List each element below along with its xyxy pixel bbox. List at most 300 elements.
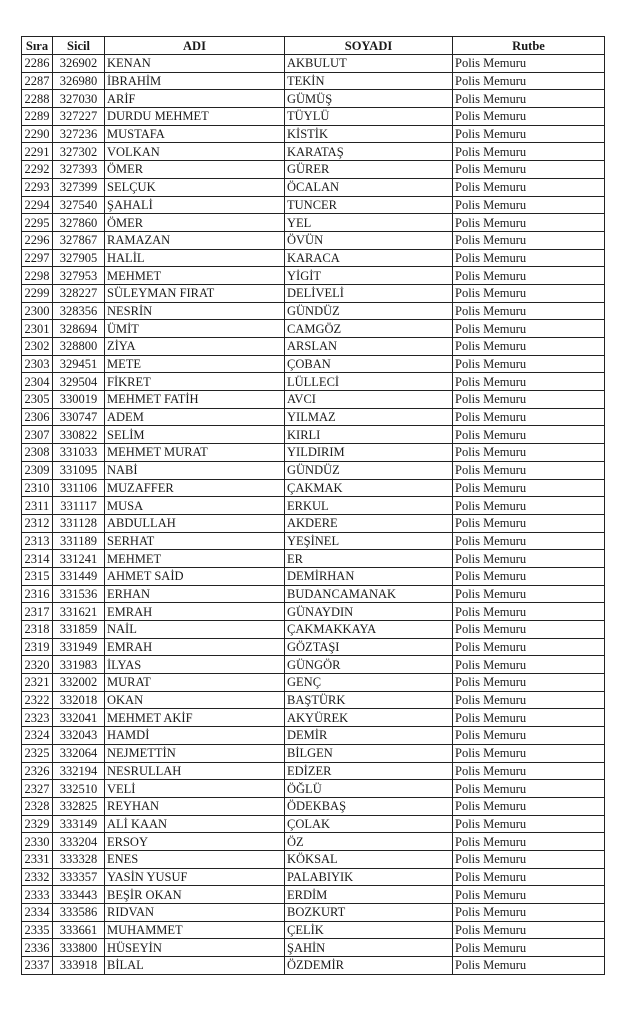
cell-rutbe: Polis Memuru: [453, 178, 605, 196]
cell-adi: ZİYA: [105, 338, 285, 356]
cell-rutbe: Polis Memuru: [453, 868, 605, 886]
cell-adi: ÖMER: [105, 161, 285, 179]
cell-sira: 2311: [22, 497, 53, 515]
cell-sicil: 327030: [53, 90, 105, 108]
cell-sira: 2297: [22, 249, 53, 267]
cell-rutbe: Polis Memuru: [453, 744, 605, 762]
cell-sira: 2309: [22, 461, 53, 479]
cell-soyadi: GÜNAYDIN: [285, 603, 453, 621]
table-row: [22, 621, 605, 639]
table-row: [22, 408, 605, 426]
cell-adi: HAMDİ: [105, 727, 285, 745]
cell-adi: MEHMET AKİF: [105, 709, 285, 727]
cell-sicil: 333204: [53, 833, 105, 851]
cell-rutbe: Polis Memuru: [453, 939, 605, 957]
table-row: [22, 550, 605, 568]
cell-sicil: 333443: [53, 886, 105, 904]
cell-sira: 2323: [22, 709, 53, 727]
table-row: [22, 320, 605, 338]
cell-soyadi: AVCI: [285, 391, 453, 409]
cell-adi: ÜMİT: [105, 320, 285, 338]
cell-adi: METE: [105, 355, 285, 373]
table-row: [22, 921, 605, 939]
cell-rutbe: Polis Memuru: [453, 408, 605, 426]
cell-sicil: 332510: [53, 780, 105, 798]
table-row: [22, 497, 605, 515]
table-row: [22, 461, 605, 479]
cell-rutbe: Polis Memuru: [453, 603, 605, 621]
cell-sira: 2328: [22, 797, 53, 815]
cell-sira: 2287: [22, 72, 53, 90]
cell-sicil: 328227: [53, 284, 105, 302]
cell-sicil: 328800: [53, 338, 105, 356]
table-row: [22, 603, 605, 621]
cell-sicil: 331106: [53, 479, 105, 497]
cell-rutbe: Polis Memuru: [453, 90, 605, 108]
cell-sira: 2290: [22, 125, 53, 143]
cell-soyadi: YEŞİNEL: [285, 532, 453, 550]
cell-sicil: 327953: [53, 267, 105, 285]
cell-adi: MURAT: [105, 674, 285, 692]
cell-rutbe: Polis Memuru: [453, 815, 605, 833]
cell-adi: MEHMET MURAT: [105, 444, 285, 462]
cell-sira: 2334: [22, 904, 53, 922]
header-row: [22, 37, 605, 55]
cell-sira: 2337: [22, 957, 53, 975]
table-row: [22, 815, 605, 833]
table-row: [22, 444, 605, 462]
cell-rutbe: Polis Memuru: [453, 656, 605, 674]
table-row: [22, 797, 605, 815]
cell-sira: 2307: [22, 426, 53, 444]
cell-adi: BEŞİR OKAN: [105, 886, 285, 904]
cell-adi: DURDU MEHMET: [105, 108, 285, 126]
cell-adi: BİLAL: [105, 957, 285, 975]
cell-soyadi: KÖKSAL: [285, 850, 453, 868]
cell-soyadi: KARACA: [285, 249, 453, 267]
table-row: [22, 674, 605, 692]
cell-sira: 2320: [22, 656, 53, 674]
table-row: [22, 196, 605, 214]
cell-soyadi: YILDIRIM: [285, 444, 453, 462]
header-rutbe: Rutbe: [453, 37, 605, 55]
cell-rutbe: Polis Memuru: [453, 302, 605, 320]
cell-soyadi: ER: [285, 550, 453, 568]
cell-rutbe: Polis Memuru: [453, 108, 605, 126]
table-row: [22, 355, 605, 373]
cell-sira: 2302: [22, 338, 53, 356]
cell-sicil: 333328: [53, 850, 105, 868]
cell-soyadi: KARATAŞ: [285, 143, 453, 161]
cell-adi: MUSA: [105, 497, 285, 515]
table-row: [22, 585, 605, 603]
cell-sicil: 330822: [53, 426, 105, 444]
cell-sira: 2319: [22, 638, 53, 656]
header-soyadi: SOYADI: [285, 37, 453, 55]
cell-sira: 2299: [22, 284, 53, 302]
cell-rutbe: Polis Memuru: [453, 214, 605, 232]
cell-sira: 2313: [22, 532, 53, 550]
table-row: [22, 762, 605, 780]
cell-sira: 2330: [22, 833, 53, 851]
cell-adi: SELÇUK: [105, 178, 285, 196]
cell-adi: NESRULLAH: [105, 762, 285, 780]
cell-sicil: 331949: [53, 638, 105, 656]
table-row: [22, 55, 605, 73]
table-row: [22, 567, 605, 585]
table-row: [22, 638, 605, 656]
cell-soyadi: AKYÜREK: [285, 709, 453, 727]
cell-adi: ABDULLAH: [105, 514, 285, 532]
cell-sira: 2295: [22, 214, 53, 232]
cell-sira: 2298: [22, 267, 53, 285]
cell-rutbe: Polis Memuru: [453, 143, 605, 161]
table-row: [22, 143, 605, 161]
cell-soyadi: EDİZER: [285, 762, 453, 780]
cell-soyadi: GÜMÜŞ: [285, 90, 453, 108]
cell-sicil: 331033: [53, 444, 105, 462]
table-row: [22, 709, 605, 727]
cell-soyadi: DELİVELİ: [285, 284, 453, 302]
cell-rutbe: Polis Memuru: [453, 567, 605, 585]
cell-sira: 2314: [22, 550, 53, 568]
cell-adi: AHMET SAİD: [105, 567, 285, 585]
cell-adi: HALİL: [105, 249, 285, 267]
cell-soyadi: GÜRER: [285, 161, 453, 179]
cell-adi: HÜSEYİN: [105, 939, 285, 957]
cell-sira: 2293: [22, 178, 53, 196]
cell-sicil: 333586: [53, 904, 105, 922]
cell-sira: 2327: [22, 780, 53, 798]
cell-adi: MUSTAFA: [105, 125, 285, 143]
document-page: [21, 36, 604, 975]
table-row: [22, 744, 605, 762]
cell-soyadi: BİLGEN: [285, 744, 453, 762]
cell-soyadi: CAMGÖZ: [285, 320, 453, 338]
table-row: [22, 939, 605, 957]
cell-sicil: 327236: [53, 125, 105, 143]
table-row: [22, 231, 605, 249]
cell-soyadi: GÜNGÖR: [285, 656, 453, 674]
cell-sicil: 326902: [53, 55, 105, 73]
table-row: [22, 284, 605, 302]
cell-sicil: 333357: [53, 868, 105, 886]
cell-sicil: 329451: [53, 355, 105, 373]
cell-soyadi: ÇELİK: [285, 921, 453, 939]
cell-soyadi: DEMİR: [285, 727, 453, 745]
cell-soyadi: LÜLLECİ: [285, 373, 453, 391]
cell-sira: 2300: [22, 302, 53, 320]
cell-rutbe: Polis Memuru: [453, 691, 605, 709]
cell-rutbe: Polis Memuru: [453, 55, 605, 73]
table-row: [22, 161, 605, 179]
cell-sira: 2318: [22, 621, 53, 639]
cell-rutbe: Polis Memuru: [453, 391, 605, 409]
cell-sicil: 331449: [53, 567, 105, 585]
cell-adi: MEHMET FATİH: [105, 391, 285, 409]
cell-rutbe: Polis Memuru: [453, 727, 605, 745]
cell-soyadi: YILMAZ: [285, 408, 453, 426]
cell-rutbe: Polis Memuru: [453, 850, 605, 868]
table-row: [22, 426, 605, 444]
cell-sira: 2294: [22, 196, 53, 214]
cell-soyadi: ÇOBAN: [285, 355, 453, 373]
cell-soyadi: ÖCALAN: [285, 178, 453, 196]
table-body: [22, 55, 605, 975]
cell-sira: 2296: [22, 231, 53, 249]
cell-soyadi: BOZKURT: [285, 904, 453, 922]
cell-sira: 2326: [22, 762, 53, 780]
cell-soyadi: GÜNDÜZ: [285, 302, 453, 320]
cell-soyadi: TEKİN: [285, 72, 453, 90]
cell-sira: 2317: [22, 603, 53, 621]
cell-rutbe: Polis Memuru: [453, 550, 605, 568]
cell-sicil: 333661: [53, 921, 105, 939]
cell-rutbe: Polis Memuru: [453, 72, 605, 90]
cell-sira: 2292: [22, 161, 53, 179]
cell-sicil: 327393: [53, 161, 105, 179]
cell-sicil: 331189: [53, 532, 105, 550]
cell-sira: 2286: [22, 55, 53, 73]
table-row: [22, 90, 605, 108]
cell-adi: İLYAS: [105, 656, 285, 674]
cell-soyadi: ERKUL: [285, 497, 453, 515]
cell-rutbe: Polis Memuru: [453, 709, 605, 727]
table-row: [22, 957, 605, 975]
cell-sicil: 330747: [53, 408, 105, 426]
cell-adi: MEHMET: [105, 550, 285, 568]
cell-adi: MEHMET: [105, 267, 285, 285]
cell-rutbe: Polis Memuru: [453, 532, 605, 550]
cell-sicil: 333149: [53, 815, 105, 833]
cell-sicil: 326980: [53, 72, 105, 90]
cell-rutbe: Polis Memuru: [453, 125, 605, 143]
cell-adi: EMRAH: [105, 638, 285, 656]
cell-sira: 2310: [22, 479, 53, 497]
cell-sicil: 333800: [53, 939, 105, 957]
cell-soyadi: ÇAKMAK: [285, 479, 453, 497]
cell-rutbe: Polis Memuru: [453, 638, 605, 656]
cell-sira: 2291: [22, 143, 53, 161]
table-row: [22, 850, 605, 868]
cell-soyadi: ÖVÜN: [285, 231, 453, 249]
cell-adi: SERHAT: [105, 532, 285, 550]
cell-sicil: 328694: [53, 320, 105, 338]
cell-soyadi: ERDİM: [285, 886, 453, 904]
cell-rutbe: Polis Memuru: [453, 231, 605, 249]
cell-soyadi: GENÇ: [285, 674, 453, 692]
cell-rutbe: Polis Memuru: [453, 161, 605, 179]
cell-adi: ERSOY: [105, 833, 285, 851]
cell-sira: 2333: [22, 886, 53, 904]
cell-sicil: 332041: [53, 709, 105, 727]
cell-sicil: 331859: [53, 621, 105, 639]
cell-sicil: 331536: [53, 585, 105, 603]
table-row: [22, 302, 605, 320]
cell-soyadi: KIRLI: [285, 426, 453, 444]
cell-adi: ŞAHALİ: [105, 196, 285, 214]
cell-adi: SÜLEYMAN FIRAT: [105, 284, 285, 302]
cell-sira: 2303: [22, 355, 53, 373]
cell-adi: MUZAFFER: [105, 479, 285, 497]
cell-sira: 2321: [22, 674, 53, 692]
header-sira: Sıra: [22, 37, 53, 55]
cell-soyadi: TUNCER: [285, 196, 453, 214]
table-row: [22, 833, 605, 851]
cell-sicil: 332825: [53, 797, 105, 815]
cell-sicil: 331117: [53, 497, 105, 515]
header-adi: ADI: [105, 37, 285, 55]
cell-rutbe: Polis Memuru: [453, 497, 605, 515]
cell-soyadi: AKBULUT: [285, 55, 453, 73]
cell-adi: REYHAN: [105, 797, 285, 815]
cell-adi: VOLKAN: [105, 143, 285, 161]
table-row: [22, 904, 605, 922]
cell-sira: 2316: [22, 585, 53, 603]
cell-soyadi: ÖZDEMİR: [285, 957, 453, 975]
cell-soyadi: ÖĞLÜ: [285, 780, 453, 798]
table-row: [22, 338, 605, 356]
cell-sicil: 327867: [53, 231, 105, 249]
cell-rutbe: Polis Memuru: [453, 338, 605, 356]
table-row: [22, 214, 605, 232]
table-row: [22, 691, 605, 709]
cell-rutbe: Polis Memuru: [453, 461, 605, 479]
cell-sicil: 328356: [53, 302, 105, 320]
table-row: [22, 727, 605, 745]
cell-rutbe: Polis Memuru: [453, 904, 605, 922]
cell-sira: 2301: [22, 320, 53, 338]
cell-adi: KENAN: [105, 55, 285, 73]
cell-adi: ARİF: [105, 90, 285, 108]
cell-rutbe: Polis Memuru: [453, 886, 605, 904]
cell-adi: ADEM: [105, 408, 285, 426]
cell-rutbe: Polis Memuru: [453, 621, 605, 639]
cell-rutbe: Polis Memuru: [453, 780, 605, 798]
cell-adi: NESRİN: [105, 302, 285, 320]
cell-rutbe: Polis Memuru: [453, 249, 605, 267]
cell-sira: 2312: [22, 514, 53, 532]
cell-soyadi: BUDANCAMANAK: [285, 585, 453, 603]
cell-sira: 2336: [22, 939, 53, 957]
cell-rutbe: Polis Memuru: [453, 284, 605, 302]
cell-sira: 2335: [22, 921, 53, 939]
cell-adi: RIDVAN: [105, 904, 285, 922]
cell-sicil: 329504: [53, 373, 105, 391]
cell-adi: MUHAMMET: [105, 921, 285, 939]
table-row: [22, 656, 605, 674]
cell-sira: 2289: [22, 108, 53, 126]
cell-adi: ÖMER: [105, 214, 285, 232]
cell-sicil: 332018: [53, 691, 105, 709]
cell-adi: YASİN YUSUF: [105, 868, 285, 886]
cell-sicil: 332043: [53, 727, 105, 745]
header-sicil: Sicil: [53, 37, 105, 55]
cell-adi: FİKRET: [105, 373, 285, 391]
cell-sira: 2325: [22, 744, 53, 762]
cell-adi: NEJMETTİN: [105, 744, 285, 762]
table-row: [22, 108, 605, 126]
table-row: [22, 479, 605, 497]
cell-sicil: 331128: [53, 514, 105, 532]
cell-sicil: 331621: [53, 603, 105, 621]
cell-soyadi: AKDERE: [285, 514, 453, 532]
cell-rutbe: Polis Memuru: [453, 355, 605, 373]
cell-sicil: 327227: [53, 108, 105, 126]
cell-soyadi: ŞAHİN: [285, 939, 453, 957]
cell-soyadi: YEL: [285, 214, 453, 232]
personnel-table: [21, 36, 605, 975]
cell-rutbe: Polis Memuru: [453, 957, 605, 975]
cell-sira: 2324: [22, 727, 53, 745]
cell-adi: RAMAZAN: [105, 231, 285, 249]
cell-sira: 2332: [22, 868, 53, 886]
cell-sicil: 332064: [53, 744, 105, 762]
cell-rutbe: Polis Memuru: [453, 833, 605, 851]
table-row: [22, 532, 605, 550]
cell-rutbe: Polis Memuru: [453, 514, 605, 532]
cell-rutbe: Polis Memuru: [453, 444, 605, 462]
table-row: [22, 886, 605, 904]
cell-sicil: 331095: [53, 461, 105, 479]
table-row: [22, 267, 605, 285]
cell-soyadi: GÖZTAŞI: [285, 638, 453, 656]
cell-sicil: 332194: [53, 762, 105, 780]
table-row: [22, 391, 605, 409]
cell-sicil: 331983: [53, 656, 105, 674]
cell-soyadi: ARSLAN: [285, 338, 453, 356]
cell-soyadi: ÖDEKBAŞ: [285, 797, 453, 815]
cell-sicil: 333918: [53, 957, 105, 975]
cell-sira: 2331: [22, 850, 53, 868]
cell-soyadi: DEMİRHAN: [285, 567, 453, 585]
table-row: [22, 72, 605, 90]
cell-rutbe: Polis Memuru: [453, 674, 605, 692]
cell-sicil: 327905: [53, 249, 105, 267]
table-row: [22, 868, 605, 886]
cell-sicil: 327399: [53, 178, 105, 196]
cell-sicil: 327302: [53, 143, 105, 161]
cell-sira: 2288: [22, 90, 53, 108]
table-row: [22, 178, 605, 196]
cell-sira: 2329: [22, 815, 53, 833]
cell-adi: ERHAN: [105, 585, 285, 603]
cell-soyadi: KİSTİK: [285, 125, 453, 143]
cell-adi: VELİ: [105, 780, 285, 798]
cell-rutbe: Polis Memuru: [453, 373, 605, 391]
cell-adi: EMRAH: [105, 603, 285, 621]
cell-rutbe: Polis Memuru: [453, 921, 605, 939]
cell-adi: ENES: [105, 850, 285, 868]
cell-adi: NABİ: [105, 461, 285, 479]
table-row: [22, 125, 605, 143]
cell-sicil: 332002: [53, 674, 105, 692]
cell-soyadi: ÇAKMAKKAYA: [285, 621, 453, 639]
cell-sira: 2304: [22, 373, 53, 391]
cell-adi: SELİM: [105, 426, 285, 444]
table-row: [22, 373, 605, 391]
cell-sira: 2322: [22, 691, 53, 709]
cell-sicil: 330019: [53, 391, 105, 409]
cell-soyadi: BAŞTÜRK: [285, 691, 453, 709]
cell-adi: İBRAHİM: [105, 72, 285, 90]
cell-sicil: 327860: [53, 214, 105, 232]
cell-sicil: 327540: [53, 196, 105, 214]
cell-rutbe: Polis Memuru: [453, 426, 605, 444]
cell-sicil: 331241: [53, 550, 105, 568]
cell-rutbe: Polis Memuru: [453, 267, 605, 285]
cell-soyadi: TÜYLÜ: [285, 108, 453, 126]
